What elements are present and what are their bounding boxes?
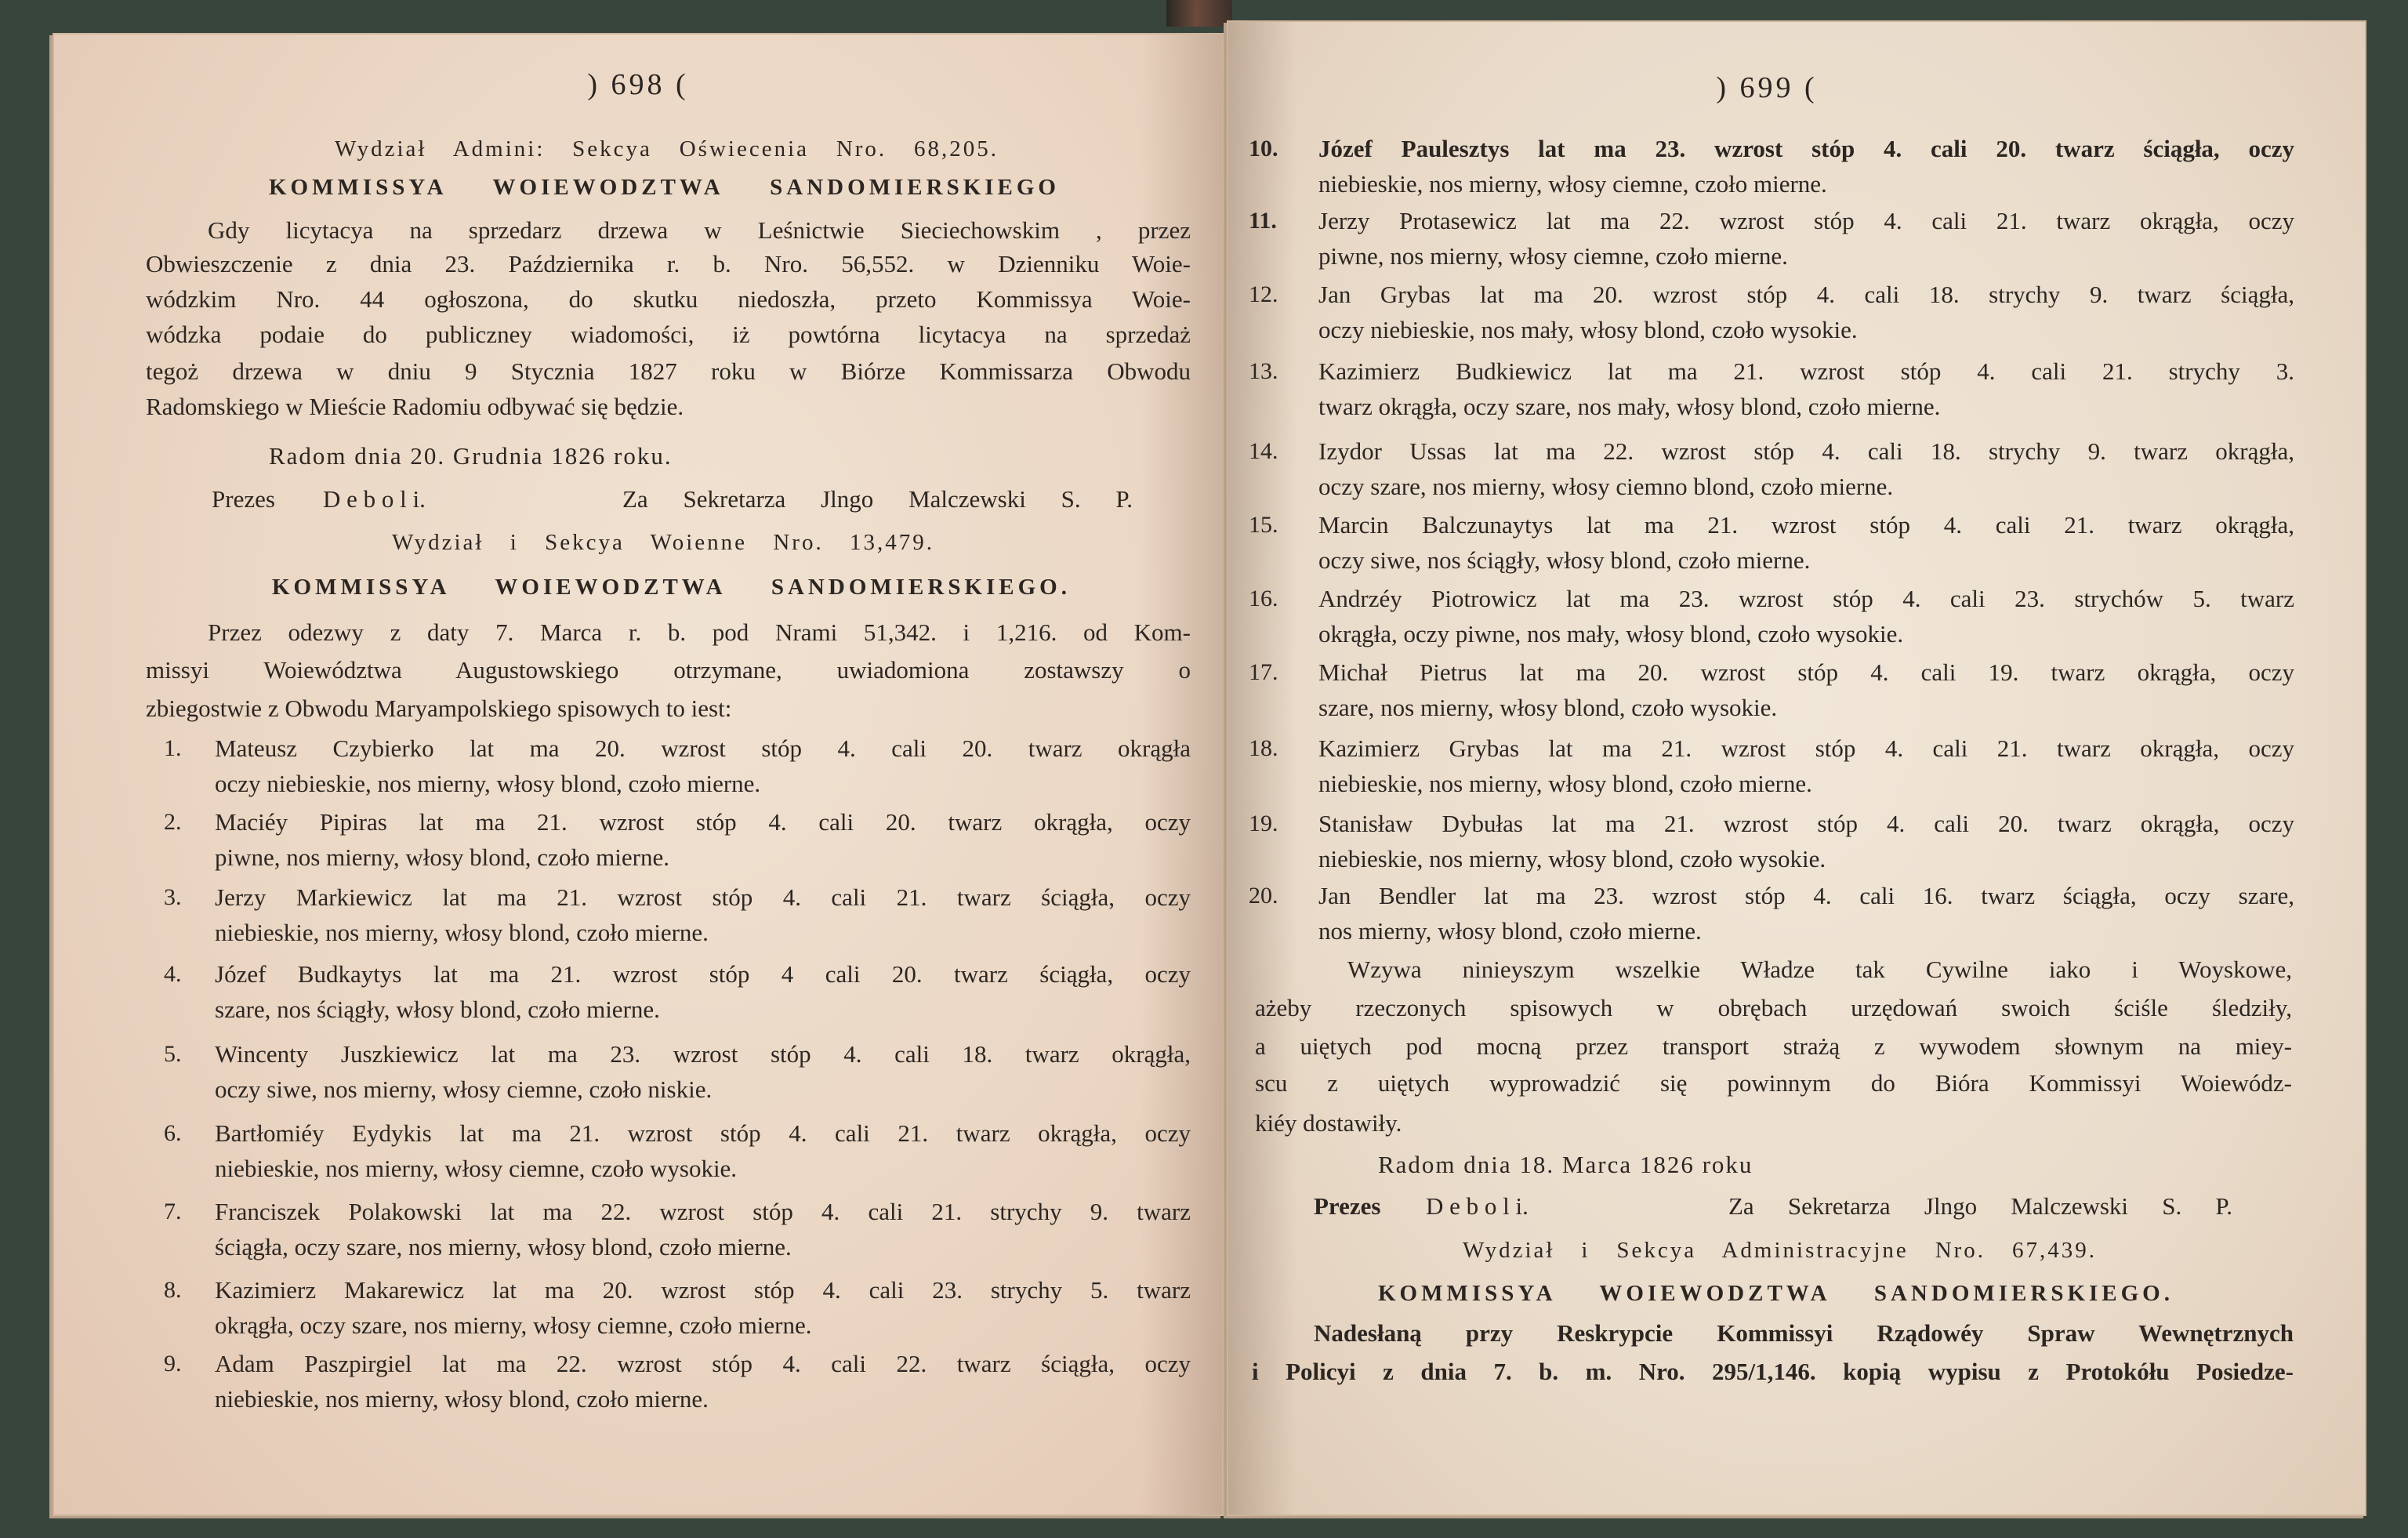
body-line: Wzywa ninieyszym wszelkie Władze tak Cywilne iako i Woyskowe, (1347, 956, 2292, 983)
item-line: oczy siwe, nos mierny, włosy ciemne, czoło niskie. (215, 1076, 713, 1103)
body-line: kiéy dostawiły. (1255, 1109, 1402, 1137)
list-item (54, 1275, 1222, 1345)
body-line: a uiętych pod mocną przez transport strażą z wywodem słownym na miey- (1255, 1032, 2292, 1060)
item-line: Bartłomiéy Eydykis lat ma 21. wzrost stóp 4. cali 21. twarz okrągła, oczy (215, 1119, 1191, 1147)
list-item (54, 733, 1222, 803)
item-line: niebieskie, nos mierny, włosy blond, czoło wysokie. (1318, 845, 1826, 872)
list-item (1228, 657, 2365, 727)
list-item (1228, 436, 2365, 506)
right-page (1228, 22, 2365, 1514)
item-line: Adam Paszpirgiel lat ma 22. wzrost stóp 4. cali 22. twarz ściągła, oczy (215, 1350, 1191, 1377)
item-line: niebieskie, nos mierny, włosy blond, czoło mierne. (215, 1385, 709, 1413)
item-line: Jerzy Protasewicz lat ma 22. wzrost stóp 4. cali 21. twarz okrągła, oczy (1318, 207, 2294, 234)
president-signature: D e b o l i. (323, 485, 426, 513)
item-line: okrągła, oczy szare, nos mierny, włosy ciemne, czoło mierne. (215, 1311, 812, 1339)
item-number: 10. (1249, 136, 1278, 161)
date-line: Radom dnia 18. Marca 1826 roku (1378, 1151, 1753, 1178)
body-line: missyi Woiewództwa Augustowskiego otrzymane, uwiadomiona zostawszy o (146, 656, 1191, 684)
item-line: oczy siwe, nos ściągły, włosy blond, czoło mierne. (1318, 546, 1811, 574)
item-line: oczy niebieskie, nos mierny, włosy blond, czoło mierne. (215, 770, 761, 797)
item-line: Jan Bendler lat ma 23. wzrost stóp 4. cali 16. twarz ściągła, oczy szare, (1318, 882, 2294, 909)
list-item (54, 1348, 1222, 1419)
item-line: Stanisław Dybułas lat ma 21. wzrost stóp 4. cali 20. twarz okrągła, oczy (1318, 810, 2294, 837)
list-item (54, 1039, 1222, 1109)
notice-heading: KOMMISSYA WOIEWODZTWA SANDOMIERSKIEGO. (1378, 1281, 2174, 1306)
item-line: niebieskie, nos mierny, włosy blond, czoło mierne. (1318, 770, 1812, 797)
item-line: niebieskie, nos mierny, włosy blond, czoło mierne. (215, 919, 709, 946)
list-item (1228, 279, 2365, 350)
department-line: Wydział i Sekcya Administracyjne Nro. 67,439. (1463, 1238, 2097, 1263)
body-line: zbiegostwie z Obwodu Maryampolskiego spisowych to iest: (146, 695, 732, 722)
item-number: 3. (164, 884, 182, 910)
president-label: Prezes (212, 485, 275, 513)
item-number: 5. (164, 1041, 182, 1067)
department-line: Wydział Admini: Sekcya Oświecenia Nro. 68,205. (335, 136, 999, 161)
notice-heading: KOMMISSYA WOIEWODZTWA SANDOMIERSKIEGO (269, 175, 1060, 200)
item-number: 20. (1249, 883, 1278, 909)
item-line: Jan Grybas lat ma 20. wzrost stóp 4. cali 18. strychy 9. twarz ściągła, (1318, 281, 2294, 308)
secretary-signature: Za Sekretarza Jlngo Malczewski S. P. (622, 485, 1133, 513)
item-line: okrągła, oczy piwne, nos mały, włosy blond, czoło wysokie. (1318, 620, 1904, 647)
body-line: wódzka podaie do publiczney wiadomości, iż powtórna licytacya na sprzedaż (146, 321, 1191, 348)
body-line: tegoż drzewa w dniu 9 Stycznia 1827 roku w Biórze Kommissarza Obwodu (146, 357, 1191, 385)
item-number: 8. (164, 1277, 182, 1303)
list-item (1228, 133, 2365, 204)
item-line: szare, nos mierny, włosy blond, czoło wysokie. (1318, 694, 1778, 721)
item-line: szare, nos ściągły, włosy blond, czoło mierne. (215, 996, 660, 1023)
book-spine-binding (1166, 0, 1232, 27)
date-line: Radom dnia 20. Grudnia 1826 roku. (269, 442, 673, 470)
item-line: Kazimierz Makarewicz lat ma 20. wzrost stóp 4. cali 23. strychy 5. twarz (215, 1276, 1191, 1304)
left-page (54, 34, 1222, 1514)
item-line: piwne, nos mierny, włosy ciemne, czoło mierne. (1318, 242, 1788, 270)
list-item (1228, 880, 2365, 951)
item-number: 14. (1249, 438, 1278, 464)
list-item (1228, 733, 2365, 803)
item-line: Marcin Balczunaytys lat ma 21. wzrost stóp 4. cali 21. twarz okrągła, (1318, 511, 2294, 539)
item-number: 17. (1249, 659, 1278, 685)
list-item (1228, 808, 2365, 879)
item-line: Franciszek Polakowski lat ma 22. wzrost stóp 4. cali 21. strychy 9. twarz (215, 1198, 1191, 1225)
item-line: twarz okrągła, oczy szare, nos mały, włosy blond, czoło mierne. (1318, 393, 1941, 420)
body-line: i Policyi z dnia 7. b. m. Nro. 295/1,146. kopią wypisu z Protokółu Posiedze- (1252, 1358, 2294, 1385)
item-number: 2. (164, 809, 182, 835)
list-item (54, 882, 1222, 952)
item-number: 1. (164, 735, 182, 761)
item-number: 19. (1249, 811, 1278, 836)
item-number: 4. (164, 961, 182, 987)
list-item (1228, 583, 2365, 654)
body-line: Obwieszczenie z dnia 23. Października r. b. Nro. 56,552. w Dzienniku Woie- (146, 250, 1191, 277)
item-line: oczy szare, nos mierny, włosy ciemno blond, czoło mierne. (1318, 473, 1894, 500)
page-number: ) 699 ( (1716, 71, 1818, 104)
item-number: 6. (164, 1120, 182, 1146)
notice-heading: KOMMISSYA WOIEWODZTWA SANDOMIERSKIEGO. (272, 575, 1071, 600)
item-line: Jerzy Markiewicz lat ma 21. wzrost stóp 4. cali 21. twarz ściągła, oczy (215, 883, 1191, 911)
list-item (54, 959, 1222, 1029)
secretary-signature: Za Sekretarza Jlngo Malczewski S. P. (1728, 1192, 2232, 1220)
item-line: Józef Paulesztys lat ma 23. wzrost stóp 4. cali 20. twarz ściągła, oczy (1318, 135, 2294, 162)
body-line: Nadesłaną przy Reskrypcie Kommissyi Rządowéy Spraw Wewnętrznych (1314, 1319, 2294, 1347)
department-line: Wydział i Sekcya Woienne Nro. 13,479. (392, 530, 934, 555)
item-line: Andrzéy Piotrowicz lat ma 23. wzrost stóp 4. cali 23. strychów 5. twarz (1318, 585, 2294, 612)
item-number: 7. (164, 1199, 182, 1224)
body-line: ażeby rzeczonych spisowych w obrębach urzędowań swoich ściśle śledziły, (1255, 994, 2292, 1021)
item-number: 9. (164, 1351, 182, 1377)
item-line: ściągła, oczy szare, nos mierny, włosy blond, czoło mierne. (215, 1233, 792, 1261)
item-line: Michał Pietrus lat ma 20. wzrost stóp 4. cali 19. twarz okrągła, oczy (1318, 658, 2294, 686)
item-line: piwne, nos mierny, włosy blond, czoło mierne. (215, 843, 669, 871)
item-line: niebieskie, nos mierny, włosy ciemne, czoło wysokie. (215, 1155, 738, 1182)
body-line: scu z uiętych wyprowadzić się powinnym do Bióra Kommissyi Woiewódz- (1255, 1069, 2292, 1097)
item-line: Józef Budkaytys lat ma 21. wzrost stóp 4 cali 20. twarz ściągła, oczy (215, 960, 1191, 988)
item-line: nos mierny, włosy blond, czoło mierne. (1318, 917, 1702, 945)
item-line: Kazimierz Grybas lat ma 21. wzrost stóp 4. cali 21. twarz okrągła, oczy (1318, 735, 2294, 762)
item-line: niebieskie, nos mierny, włosy ciemne, czoło mierne. (1318, 170, 1827, 198)
item-line: oczy niebieskie, nos mały, włosy blond, czoło wysokie. (1318, 316, 1858, 343)
list-item (54, 1118, 1222, 1188)
item-number: 16. (1249, 586, 1278, 611)
item-number: 13. (1249, 358, 1278, 384)
item-line: Kazimierz Budkiewicz lat ma 21. wzrost stóp 4. cali 21. strychy 3. (1318, 357, 2294, 385)
item-line: Izydor Ussas lat ma 22. wzrost stóp 4. cali 18. strychy 9. twarz okrągła, (1318, 437, 2294, 465)
page-number: ) 698 ( (587, 68, 689, 101)
president-label: Prezes (1314, 1192, 1381, 1220)
list-item (54, 807, 1222, 877)
list-item (54, 1196, 1222, 1267)
item-line: Wincenty Juszkiewicz lat ma 23. wzrost stóp 4. cali 18. twarz okrągła, (215, 1040, 1191, 1068)
item-line: Mateusz Czybierko lat ma 20. wzrost stóp 4. cali 20. twarz okrągła (215, 735, 1191, 762)
list-item (1228, 510, 2365, 580)
body-line: Gdy licytacya na sprzedarz drzewa w Leśnictwie Sieciechowskim , przez (208, 216, 1191, 244)
body-line: wódzkim Nro. 44 ogłoszona, do skutku niedoszła, przeto Kommissya Woie- (146, 285, 1191, 313)
list-item (1228, 356, 2365, 426)
body-line: Przez odezwy z daty 7. Marca r. b. pod Nrami 51,342. i 1,216. od Kom- (208, 618, 1191, 646)
item-number: 12. (1249, 281, 1278, 307)
item-number: 18. (1249, 735, 1278, 761)
list-item (1228, 205, 2365, 276)
item-number: 11. (1249, 208, 1277, 234)
item-number: 15. (1249, 512, 1278, 538)
president-signature: D e b o l i. (1426, 1192, 1529, 1220)
item-line: Maciéy Pipiras lat ma 21. wzrost stóp 4. cali 20. twarz okrągła, oczy (215, 808, 1191, 836)
body-line: Radomskiego w Mieście Radomiu odbywać się będzie. (146, 393, 684, 420)
